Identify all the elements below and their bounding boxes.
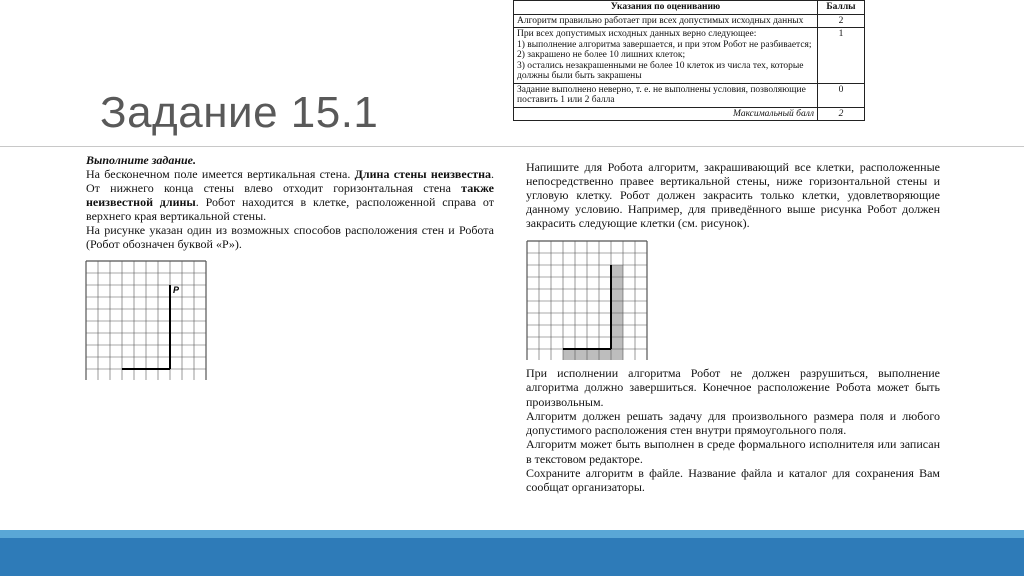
grading-table (513, 0, 865, 121)
task-heading: Выполните задание. (86, 153, 196, 167)
slide-title: Задание 15.1 (100, 88, 379, 137)
grading-line: 1) выполнение алгоритма завершается, и при этом Робот не разбивается; (517, 39, 812, 50)
footer-accent-stripe (0, 530, 1024, 538)
shaded-cell (587, 349, 599, 360)
task-right-paragraph-1: Напишите для Робота алгоритм, закрашивающий все клетки, расположенные непосредственно правее вертикальной стены, ниже горизонтальной стены и угловую клетку. Робот должен закрасить только клетки, удовлетворяющие данному условию. Например, для приведённого выше рисунка Робот должен закрасить следующие клетки (см. рисунок). (526, 160, 940, 230)
robot-letter: Р (173, 285, 180, 295)
solution-field-grid (526, 240, 652, 360)
shaded-cell (575, 349, 587, 360)
divider-line (0, 146, 1024, 147)
task-right-paragraph-2: При исполнении алгоритма Робот не должен разрушиться, выполнение алгоритма должно завершиться. Конечное расположение Робота может быть произвольным. (526, 366, 940, 409)
grading-line: При всех допустимых исходных данных верно следующее: (517, 29, 757, 39)
text-run: . От нижнего конца стены влево отходит горизонтальная стена (86, 167, 494, 195)
text-run: . Робот находится в клетке, расположенной справа от верхнего края вертикальной стены. (86, 195, 494, 223)
grading-max-points: 2 (818, 107, 865, 121)
shaded-cell (611, 265, 623, 277)
grading-header-task: Указания по оцениванию (514, 1, 818, 15)
grading-line: 2) закрашено не более 10 лишних клеток; (517, 50, 686, 60)
shaded-cell (611, 277, 623, 289)
shaded-cell (599, 349, 611, 360)
grading-points: 2 (818, 14, 865, 28)
shaded-cell (611, 325, 623, 337)
grading-points: 1 (818, 28, 865, 84)
shaded-cell (563, 349, 575, 360)
grading-row (514, 28, 865, 84)
shaded-cell (611, 337, 623, 349)
grading-criterion (514, 28, 818, 84)
shaded-cell (611, 301, 623, 313)
grading-header-points: Баллы (818, 1, 865, 15)
grading-row (514, 14, 865, 28)
grading-row (514, 83, 865, 107)
task-right-paragraph-5: Сохраните алгоритм в файле. Название файла и каталог для сохранения Вам сообщат организаторы. (526, 466, 940, 495)
grading-header-row (514, 1, 865, 15)
grading-criterion: Задание выполнено неверно, т. е. не выполнены условия, позволяющие поставить 1 или 2 балла (514, 83, 818, 107)
task-right-text-2 (526, 366, 940, 495)
grading-line: 3) остались незакрашенными не более 10 клеток из числа тех, которые должны были быть закрашены (517, 60, 804, 81)
task-paragraph-2: На рисунке указан один из возможных способов расположения стен и Робота (Робот обозначен буквой «Р»). (86, 223, 494, 251)
grading-max-row (514, 107, 865, 121)
shaded-cell (611, 289, 623, 301)
task-right-paragraph-3: Алгоритм должен решать задачу для произвольного размера поля и любого допустимого расположения стен внутри прямоугольного поля. (526, 408, 940, 438)
text-run-bold: также неизвестной длины (86, 181, 494, 209)
task-right-text (526, 160, 940, 230)
grading-points: 0 (818, 83, 865, 107)
task-paragraph-1 (86, 167, 494, 223)
grading-criterion: Алгоритм правильно работает при всех допустимых исходных данных (514, 14, 818, 28)
shaded-cell (611, 313, 623, 325)
task-right-paragraph-4: Алгоритм может быть выполнен в среде формального исполнителя или записан в текстовом редакторе. (526, 437, 940, 466)
task-left-text (86, 153, 494, 251)
grading-max-label: Максимальный балл (514, 107, 818, 121)
footer-bar (0, 538, 1024, 576)
text-run-bold: Длина стены неизвестна (354, 167, 491, 181)
text-run: На бесконечном поле имеется вертикальная стена. (86, 167, 355, 181)
robot-field-grid (85, 260, 211, 380)
shaded-cell (611, 349, 623, 360)
